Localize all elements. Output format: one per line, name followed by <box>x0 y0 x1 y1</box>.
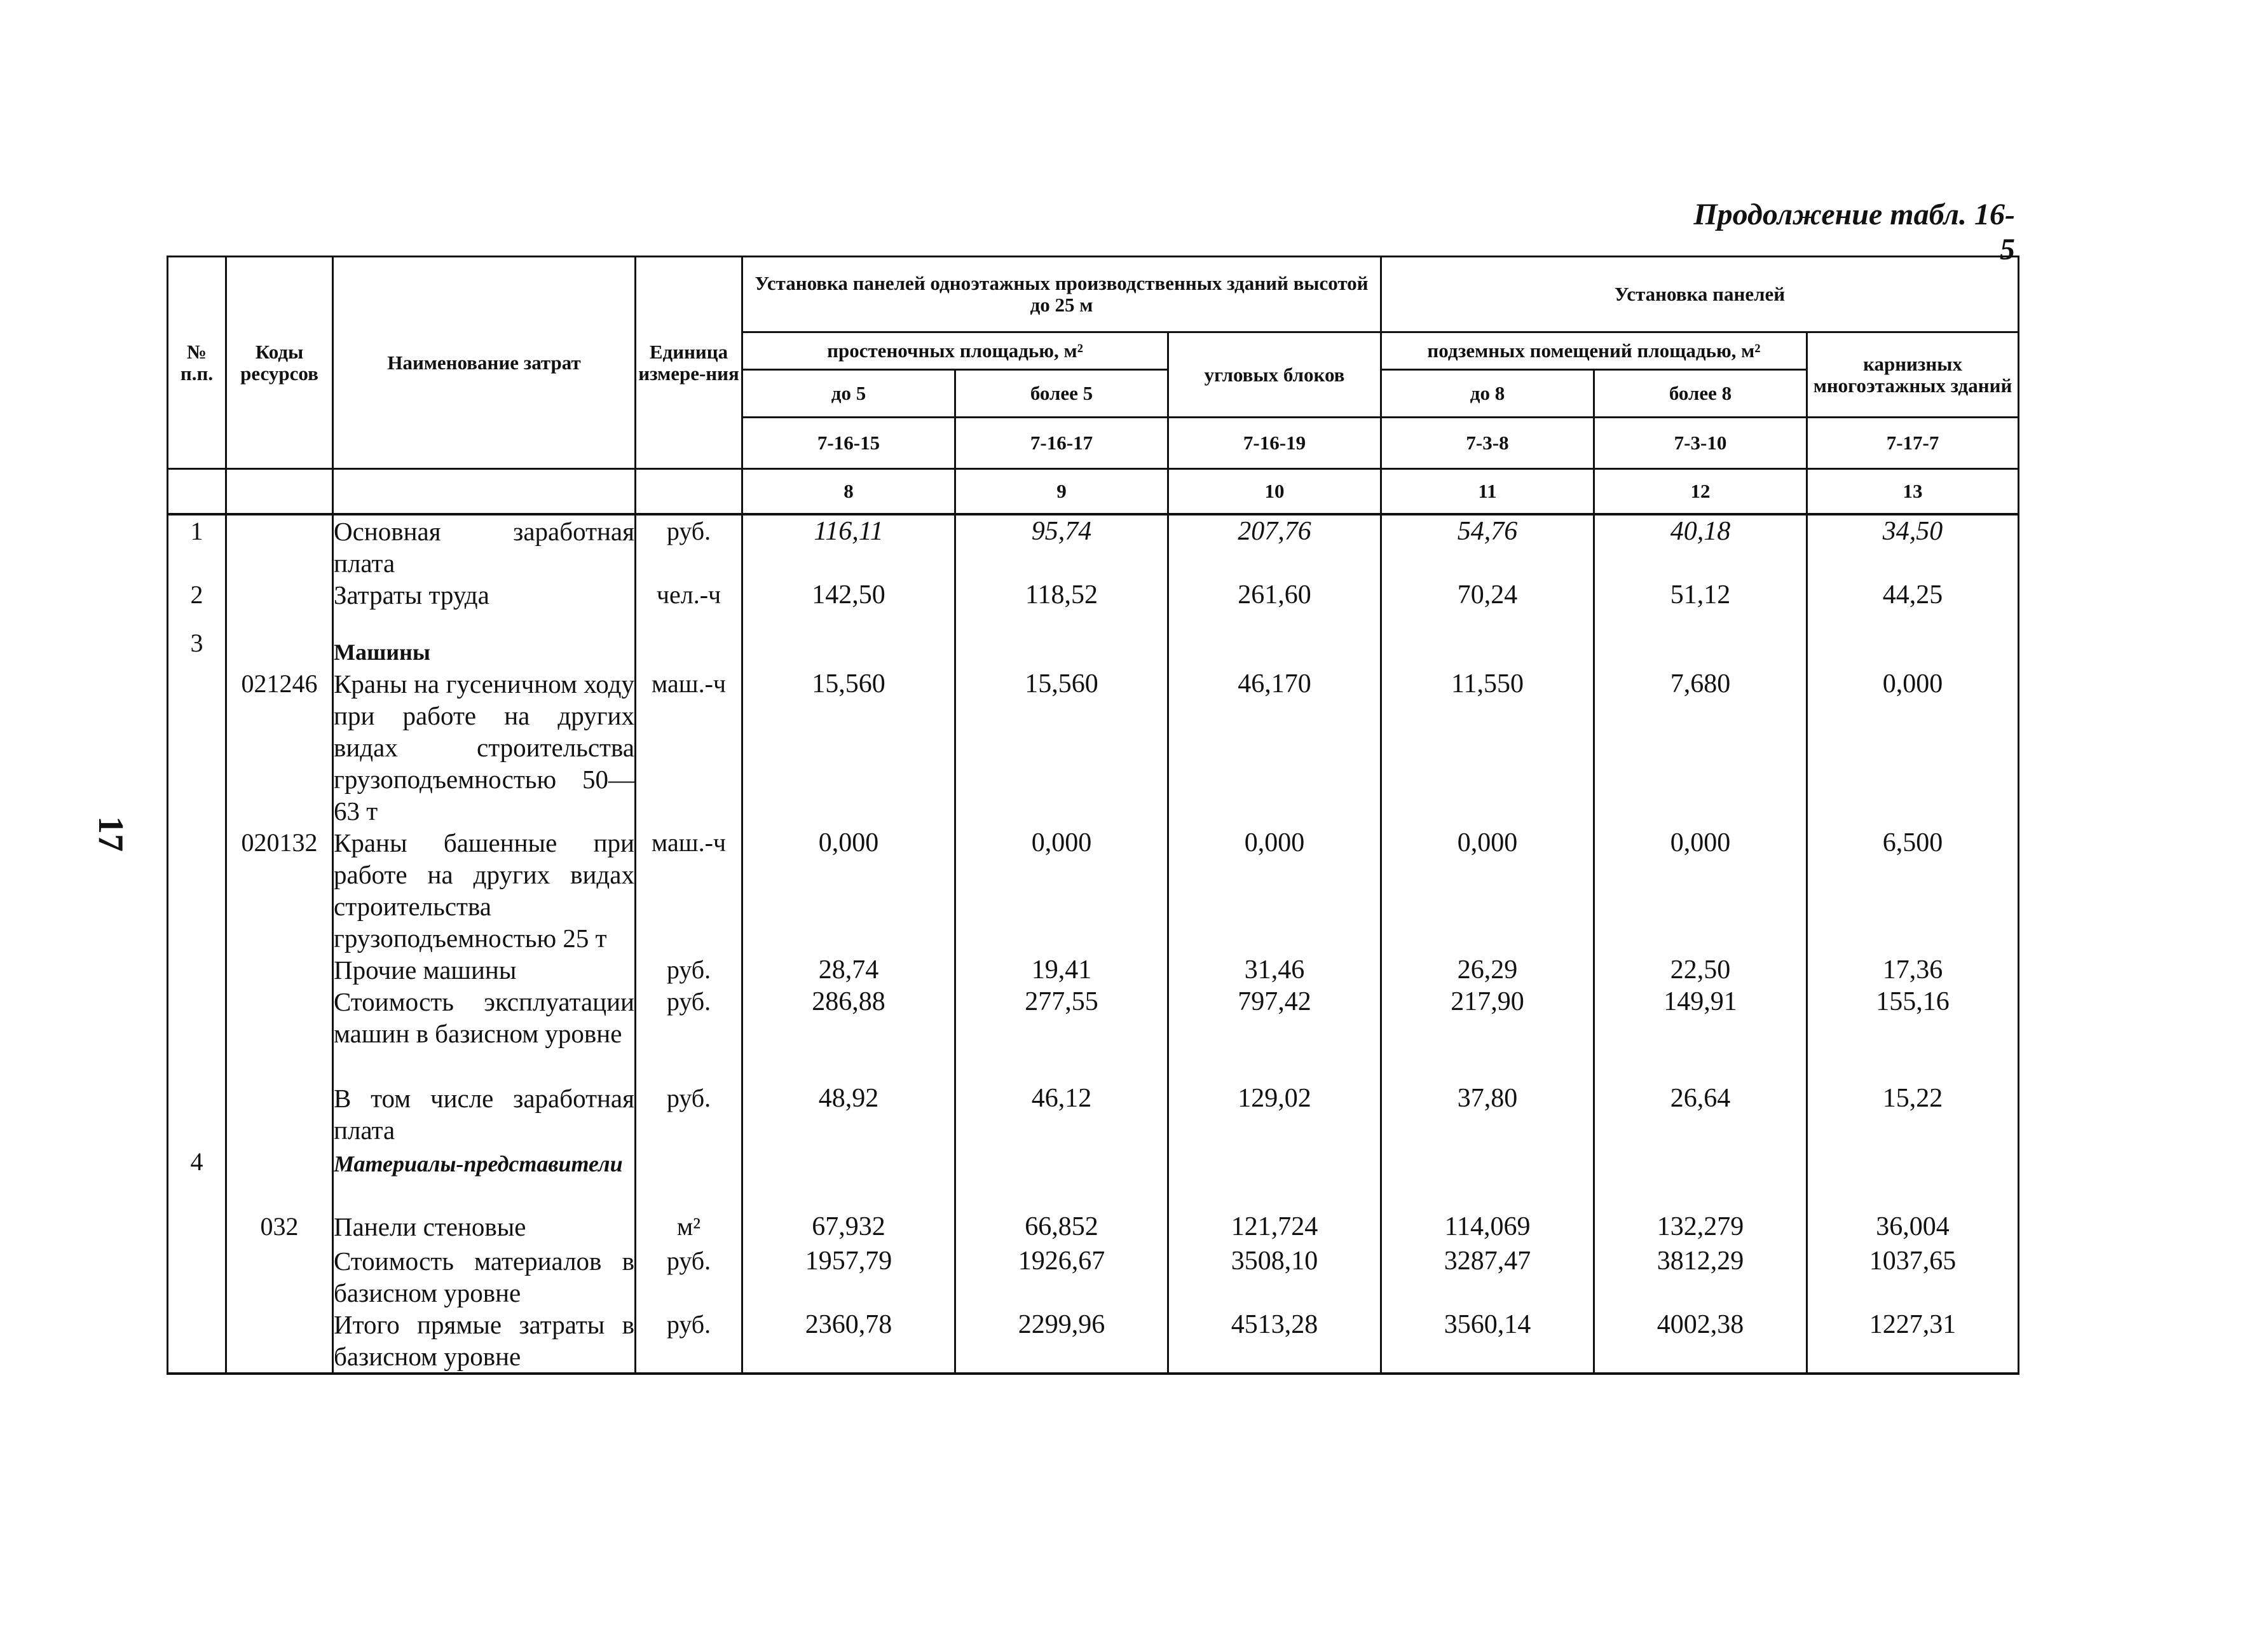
value-cell: 286,88 <box>742 986 955 1082</box>
row-number <box>168 1211 226 1245</box>
cost-name: Итого прямые затраты в базисном уровне <box>333 1309 636 1374</box>
header-colnum <box>636 469 742 515</box>
header-colnum: 9 <box>955 469 1168 515</box>
value-cell: 15,560 <box>742 668 955 827</box>
row-number: 4 <box>168 1146 226 1211</box>
unit-cell: чел.-ч <box>636 579 742 627</box>
row-number: 1 <box>168 514 226 579</box>
unit-cell: руб. <box>636 1082 742 1146</box>
value-cell <box>1594 1146 1807 1211</box>
cost-name: Машины <box>333 627 636 668</box>
row-number <box>168 668 226 827</box>
value-cell: 0,000 <box>1381 827 1594 954</box>
resource-code <box>226 1146 333 1211</box>
value-cell: 1037,65 <box>1807 1245 2019 1309</box>
header-bolee5: более 5 <box>955 370 1168 418</box>
unit-cell: руб. <box>636 514 742 579</box>
header-podz: подземных помещений площадью, м² <box>1381 332 1807 370</box>
unit-cell <box>636 1146 742 1211</box>
cost-name: Материалы-представители <box>333 1146 636 1211</box>
unit-cell: маш.-ч <box>636 668 742 827</box>
row-number <box>168 986 226 1082</box>
cost-name: Стоимость эксплуатации машин в базисном уровне <box>333 986 636 1082</box>
value-cell: 217,90 <box>1381 986 1594 1082</box>
value-cell: 70,24 <box>1381 579 1594 627</box>
value-cell: 121,724 <box>1168 1211 1381 1245</box>
page-number: 17 <box>91 816 130 852</box>
table-row <box>168 1245 2019 1309</box>
cost-name: Прочие машины <box>333 954 636 986</box>
value-cell <box>955 1146 1168 1211</box>
header-colnum: 8 <box>742 469 955 515</box>
table-row <box>168 1309 2019 1374</box>
value-cell <box>1594 627 1807 668</box>
header-codes: Коды ресурсов <box>226 257 333 469</box>
value-cell: 1957,79 <box>742 1245 955 1309</box>
value-cell <box>1168 627 1381 668</box>
value-cell: 54,76 <box>1381 514 1594 579</box>
value-cell <box>1381 1146 1594 1211</box>
header-do5: до 5 <box>742 370 955 418</box>
value-cell: 0,000 <box>1168 827 1381 954</box>
header-name: Наименование затрат <box>333 257 636 469</box>
row-number: 2 <box>168 579 226 627</box>
resource-code <box>226 1245 333 1309</box>
table-row <box>168 668 2019 827</box>
value-cell: 7,680 <box>1594 668 1807 827</box>
table-caption: Продолжение табл. 16-5 <box>1693 198 2015 266</box>
table-body <box>168 514 2019 1374</box>
cost-name: Краны башенные при работе на других видах строительства грузоподъемностью 25 т <box>334 828 634 953</box>
value-cell: 67,932 <box>742 1211 955 1245</box>
value-cell: 19,41 <box>955 954 1168 986</box>
value-cell: 6,500 <box>1807 827 2019 954</box>
header-code: 7-16-19 <box>1168 418 1381 469</box>
resource-code <box>226 627 333 668</box>
cost-name: Основная заработная плата <box>333 514 636 579</box>
value-cell: 46,12 <box>955 1082 1168 1146</box>
value-cell: 44,25 <box>1807 579 2019 627</box>
value-cell: 4002,38 <box>1594 1309 1807 1374</box>
header-colnum: 12 <box>1594 469 1807 515</box>
unit-cell: руб. <box>636 986 742 1082</box>
value-cell <box>1381 627 1594 668</box>
value-cell: 0,000 <box>955 827 1168 954</box>
value-cell: 34,50 <box>1807 514 2019 579</box>
value-cell <box>742 627 955 668</box>
row-number <box>168 1082 226 1146</box>
header-colnum <box>168 469 226 515</box>
table-row <box>168 954 2019 986</box>
value-cell: 37,80 <box>1381 1082 1594 1146</box>
header-prost: простеночных площадью, м² <box>742 332 1168 370</box>
value-cell: 797,42 <box>1168 986 1381 1082</box>
row-number <box>168 1245 226 1309</box>
value-cell: 155,16 <box>1807 986 2019 1082</box>
unit-cell: руб. <box>636 1245 742 1309</box>
value-cell: 1926,67 <box>955 1245 1168 1309</box>
table-row <box>168 1082 2019 1146</box>
unit-cell: руб. <box>636 1309 742 1374</box>
value-cell: 66,852 <box>955 1211 1168 1245</box>
value-cell: 0,000 <box>1807 668 2019 827</box>
table-row <box>168 827 2019 954</box>
cost-name: Стоимость материалов в базисном уровне <box>334 1246 634 1307</box>
value-cell: 31,46 <box>1168 954 1381 986</box>
value-cell <box>1807 627 2019 668</box>
value-cell: 48,92 <box>742 1082 955 1146</box>
value-cell <box>1807 1146 2019 1211</box>
value-cell: 3812,29 <box>1594 1245 1807 1309</box>
header-ugl: угловых блоков <box>1168 332 1381 418</box>
unit-cell: маш.-ч <box>636 827 742 954</box>
value-cell: 15,560 <box>955 668 1168 827</box>
cost-name: Затраты труда <box>333 579 636 627</box>
table-row <box>168 1211 2019 1245</box>
header-code: 7-3-10 <box>1594 418 1807 469</box>
row-number <box>168 954 226 986</box>
table-row <box>168 627 2019 668</box>
value-cell: 277,55 <box>955 986 1168 1082</box>
value-cell: 22,50 <box>1594 954 1807 986</box>
header-bolee8: более 8 <box>1594 370 1807 418</box>
value-cell: 116,11 <box>742 514 955 579</box>
value-cell: 95,74 <box>955 514 1168 579</box>
header-do8: до 8 <box>1381 370 1594 418</box>
unit-cell <box>636 627 742 668</box>
cost-name: Краны на гусеничном ходу при работе на других видах строительства грузоподъемностью 50—63 т <box>334 669 634 826</box>
resource-code <box>226 579 333 627</box>
value-cell: 26,29 <box>1381 954 1594 986</box>
value-cell: 3508,10 <box>1168 1245 1381 1309</box>
cost-name: Панели стеновые <box>333 1211 636 1245</box>
value-cell: 11,550 <box>1381 668 1594 827</box>
value-cell: 26,64 <box>1594 1082 1807 1146</box>
resource-code <box>226 1309 333 1374</box>
table-row <box>168 986 2019 1082</box>
cost-table <box>167 256 2019 1375</box>
header-code: 7-16-15 <box>742 418 955 469</box>
header-code: 7-17-7 <box>1807 418 2019 469</box>
resource-code <box>226 986 333 1082</box>
value-cell: 207,76 <box>1168 514 1381 579</box>
table-row <box>168 579 2019 627</box>
header-colnum: 13 <box>1807 469 2019 515</box>
value-cell <box>1168 1146 1381 1211</box>
row-number <box>168 1309 226 1374</box>
resource-code: 021246 <box>226 668 333 827</box>
value-cell: 118,52 <box>955 579 1168 627</box>
value-cell: 2360,78 <box>742 1309 955 1374</box>
value-cell: 2299,96 <box>955 1309 1168 1374</box>
cost-name: В том числе заработная плата <box>334 1084 634 1145</box>
resource-code <box>226 514 333 579</box>
value-cell: 3560,14 <box>1381 1309 1594 1374</box>
value-cell <box>955 627 1168 668</box>
header-colnum <box>226 469 333 515</box>
resource-code <box>226 954 333 986</box>
value-cell: 28,74 <box>742 954 955 986</box>
table-row <box>168 1146 2019 1211</box>
header-group2: Установка панелей <box>1381 257 2019 332</box>
value-cell: 261,60 <box>1168 579 1381 627</box>
table-row <box>168 514 2019 579</box>
value-cell: 3287,47 <box>1381 1245 1594 1309</box>
value-cell: 15,22 <box>1807 1082 2019 1146</box>
value-cell: 0,000 <box>742 827 955 954</box>
unit-cell: м² <box>636 1211 742 1245</box>
value-cell: 132,279 <box>1594 1211 1807 1245</box>
value-cell: 40,18 <box>1594 514 1807 579</box>
value-cell: 114,069 <box>1381 1211 1594 1245</box>
header-colnum <box>333 469 636 515</box>
header-unit: Единица измере-ния <box>636 257 742 469</box>
header-code: 7-3-8 <box>1381 418 1594 469</box>
row-number: 3 <box>168 627 226 668</box>
value-cell: 17,36 <box>1807 954 2019 986</box>
value-cell: 36,004 <box>1807 1211 2019 1245</box>
header-code: 7-16-17 <box>955 418 1168 469</box>
header-colnum: 10 <box>1168 469 1381 515</box>
header-colnum: 11 <box>1381 469 1594 515</box>
resource-code: 032 <box>226 1211 333 1245</box>
resource-code <box>226 1082 333 1146</box>
header-num: № п.п. <box>168 257 226 469</box>
header-group1: Установка панелей одноэтажных производственных зданий высотой до 25 м <box>742 257 1381 332</box>
value-cell: 46,170 <box>1168 668 1381 827</box>
resource-code: 020132 <box>226 827 333 954</box>
row-number <box>168 827 226 954</box>
value-cell: 4513,28 <box>1168 1309 1381 1374</box>
value-cell <box>742 1146 955 1211</box>
value-cell: 51,12 <box>1594 579 1807 627</box>
header-karn: карнизных многоэтажных зданий <box>1807 332 2019 418</box>
unit-cell: руб. <box>636 954 742 986</box>
value-cell: 142,50 <box>742 579 955 627</box>
value-cell: 149,91 <box>1594 986 1807 1082</box>
value-cell: 1227,31 <box>1807 1309 2019 1374</box>
value-cell: 0,000 <box>1594 827 1807 954</box>
value-cell: 129,02 <box>1168 1082 1381 1146</box>
